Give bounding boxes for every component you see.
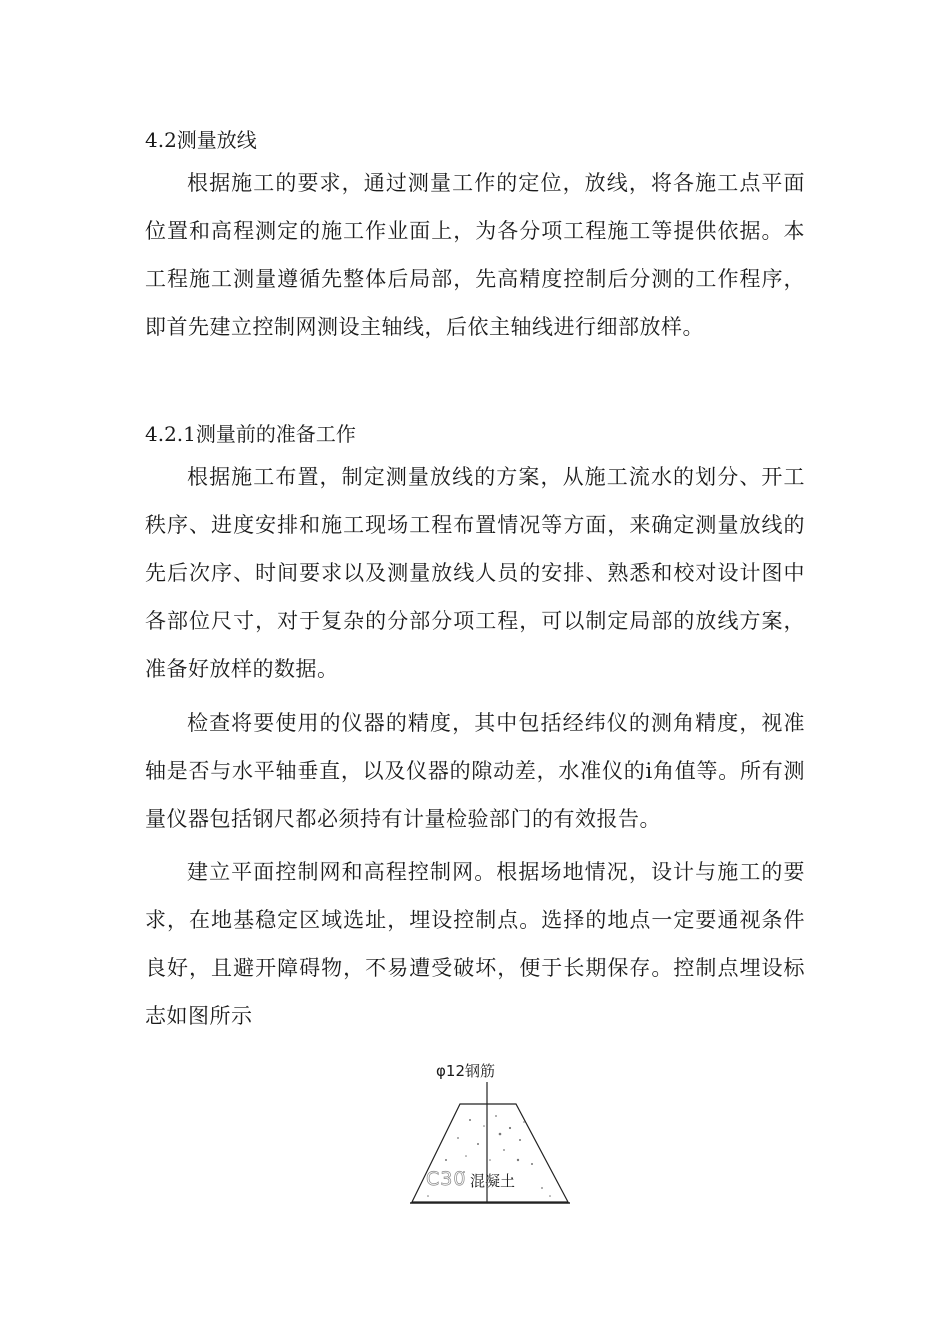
paragraph-control-network: 建立平面控制网和高程控制网。根据场地情况，设计与施工的要求，在地基稳定区域选址，埋设控制点。选择的地点一定要通视条件良好，且避开障碍物，不易遭受破坏，便于长期保存。控制点埋设标志如图所示 <box>145 860 805 1028</box>
rebar-label: φ12钢筋 <box>436 1062 495 1080</box>
paragraph-preparation-plan: 根据施工布置，制定测量放线的方案，从施工流水的划分、开工秩序、进度安排和施工现场工程布置情况等方面，来确定测量放线的先后次序、时间要求以及测量放线人员的安排、熟悉和校对设计图中各部位尺寸，对于复杂的分部分项工程，可以制定局部的放线方案，准备好放样的数据。 <box>145 465 805 681</box>
section-heading-4-2: 4.2测量放线 <box>145 128 257 152</box>
concrete-grade-label: C30 <box>426 1168 467 1190</box>
section-heading-4-2-1: 4.2.1测量前的准备工作 <box>145 422 356 446</box>
control-point-marker-figure <box>400 1060 580 1220</box>
concrete-material-label: 混凝土 <box>470 1172 516 1190</box>
control-point-marker-diagram <box>400 1060 580 1220</box>
paragraph-survey-layout: 根据施工的要求，通过测量工作的定位，放线，将各施工点平面位置和高程测定的施工作业面上，为各分项工程施工等提供依据。本工程施工测量遵循先整体后局部，先高精度控制后分测的工作程序，即首先建立控制网测设主轴线，后依主轴线进行细部放样。 <box>145 171 805 339</box>
paragraph-instrument-check: 检查将要使用的仪器的精度，其中包括经纬仪的测角精度，视准轴是否与水平轴垂直，以及仪器的隙动差，水准仪的i角值等。所有测量仪器包括钢尺都必须持有计量检验部门的有效报告。 <box>145 711 805 831</box>
